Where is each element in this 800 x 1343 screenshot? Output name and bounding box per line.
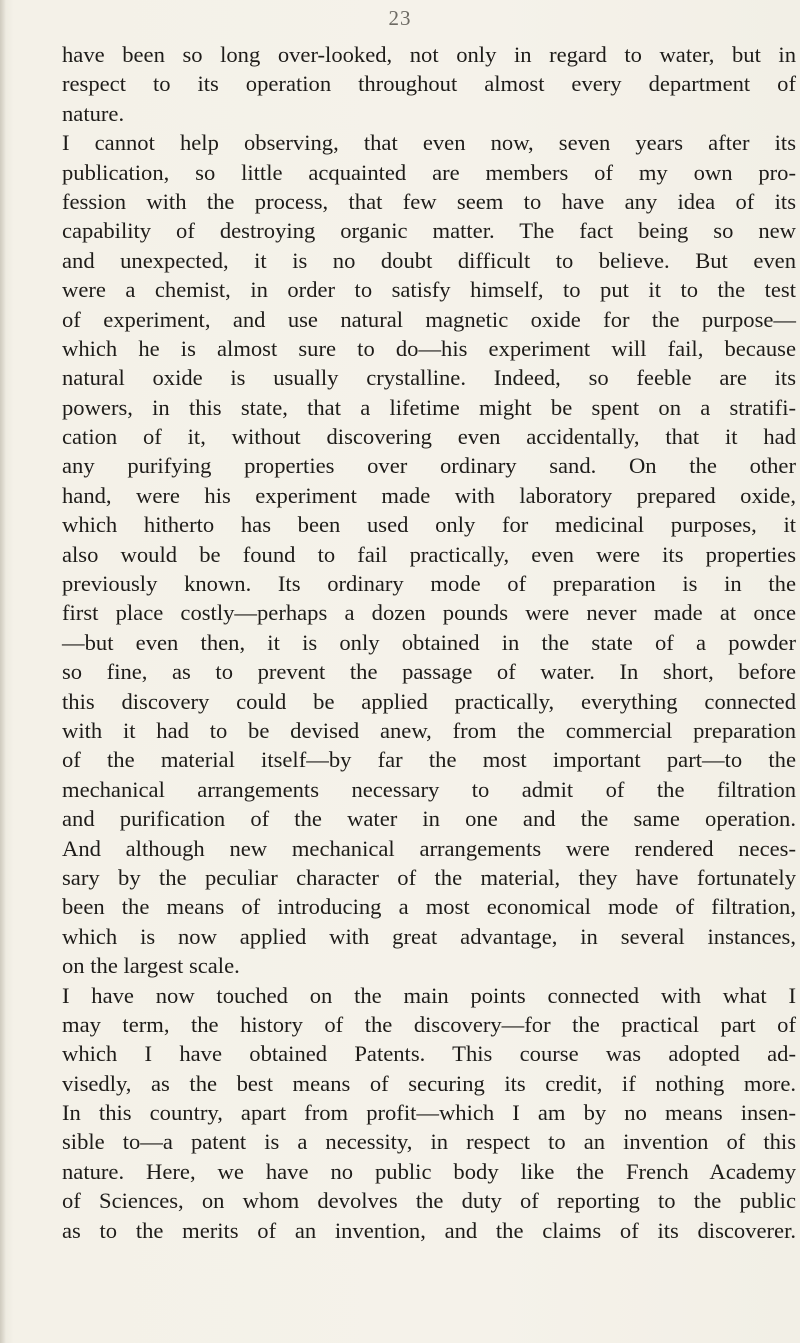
page-number: 23 (388, 6, 412, 30)
text-line: first place costly—perhaps a dozen pounds were never made at once (62, 600, 796, 626)
text-line: which I have obtained Patents. This course was adopted ad- (62, 1041, 796, 1067)
text-line: sible to—a patent is a necessity, in respect to an invention of this (62, 1129, 796, 1155)
text-line: any purifying properties over ordinary sand. On the other (62, 453, 796, 479)
text-line: capability of destroying organic matter. The fact being so new (62, 218, 796, 244)
spine-shadow (0, 0, 6, 1343)
text-line: visedly, as the best means of securing its credit, if nothing more. (62, 1070, 796, 1096)
text-line: publication, so little acquainted are members of my own pro- (62, 159, 796, 185)
text-line: this discovery could be applied practically, everything connected (62, 688, 796, 714)
text-line: —but even then, it is only obtained in the state of a powder (62, 629, 796, 655)
text-line: been the means of introducing a most economical mode of filtration, (62, 894, 796, 920)
text-line: fession with the process, that few seem to have any idea of its (62, 188, 796, 214)
text-line: with it had to be devised anew, from the commercial preparation (62, 717, 796, 743)
text-line: and purification of the water in one and the same operation. (62, 806, 796, 832)
text-line: of the material itself—by far the most important part—to the (62, 747, 796, 773)
text-line: have been so long over-looked, not only in regard to water, but in (62, 42, 796, 67)
text-line: respect to its operation throughout almost every department of (62, 71, 796, 97)
text-line: may term, the history of the discovery—for the practical part of (62, 1011, 796, 1037)
text-line: of experiment, and use natural magnetic oxide for the purpose— (62, 306, 796, 332)
text-line: mechanical arrangements necessary to admit of the filtration (62, 776, 796, 802)
text-line: on the largest scale. (62, 953, 240, 979)
text-line: hand, were his experiment made with laboratory prepared oxide, (62, 482, 796, 508)
text-line: which he is almost sure to do—his experiment will fail, because (62, 335, 796, 361)
text-line: natural oxide is usually crystalline. Indeed, so feeble are its (62, 365, 796, 391)
body-text (62, 40, 796, 1245)
text-line: which is now applied with great advantage, in several instances, (62, 923, 796, 949)
text-line: as to the merits of an invention, and the claims of its discoverer. (62, 1217, 796, 1243)
text-line: In this country, apart from profit—which I am by no means insen- (62, 1100, 796, 1126)
text-line: also would be found to fail practically, even were its properties (62, 541, 796, 567)
text-line: were a chemist, in order to satisfy himself, to put it to the test (62, 277, 796, 303)
text-line: previously known. Its ordinary mode of preparation is in the (62, 571, 796, 597)
text-line: nature. (62, 100, 125, 126)
text-line: nature. Here, we have no public body like the French Academy (62, 1158, 796, 1184)
text-line: powers, in this state, that a lifetime might be spent on a stratifi- (62, 394, 796, 420)
text-line: so fine, as to prevent the passage of water. In short, before (62, 659, 796, 685)
text-line: which hitherto has been used only for medicinal purposes, it (62, 512, 796, 538)
text-line: cation of it, without discovering even accidentally, that it had (62, 424, 796, 450)
text-line: of Sciences, on whom devolves the duty of reporting to the public (62, 1188, 796, 1214)
text-line: sary by the peculiar character of the material, they have fortunately (62, 864, 796, 890)
text-line: I cannot help observing, that even now, seven years after its (62, 130, 796, 156)
text-line: I have now touched on the main points connected with what I (62, 982, 796, 1008)
text-line: and unexpected, it is no doubt difficult to believe. But even (62, 247, 796, 273)
text-line: And although new mechanical arrangements were rendered neces- (62, 835, 796, 861)
